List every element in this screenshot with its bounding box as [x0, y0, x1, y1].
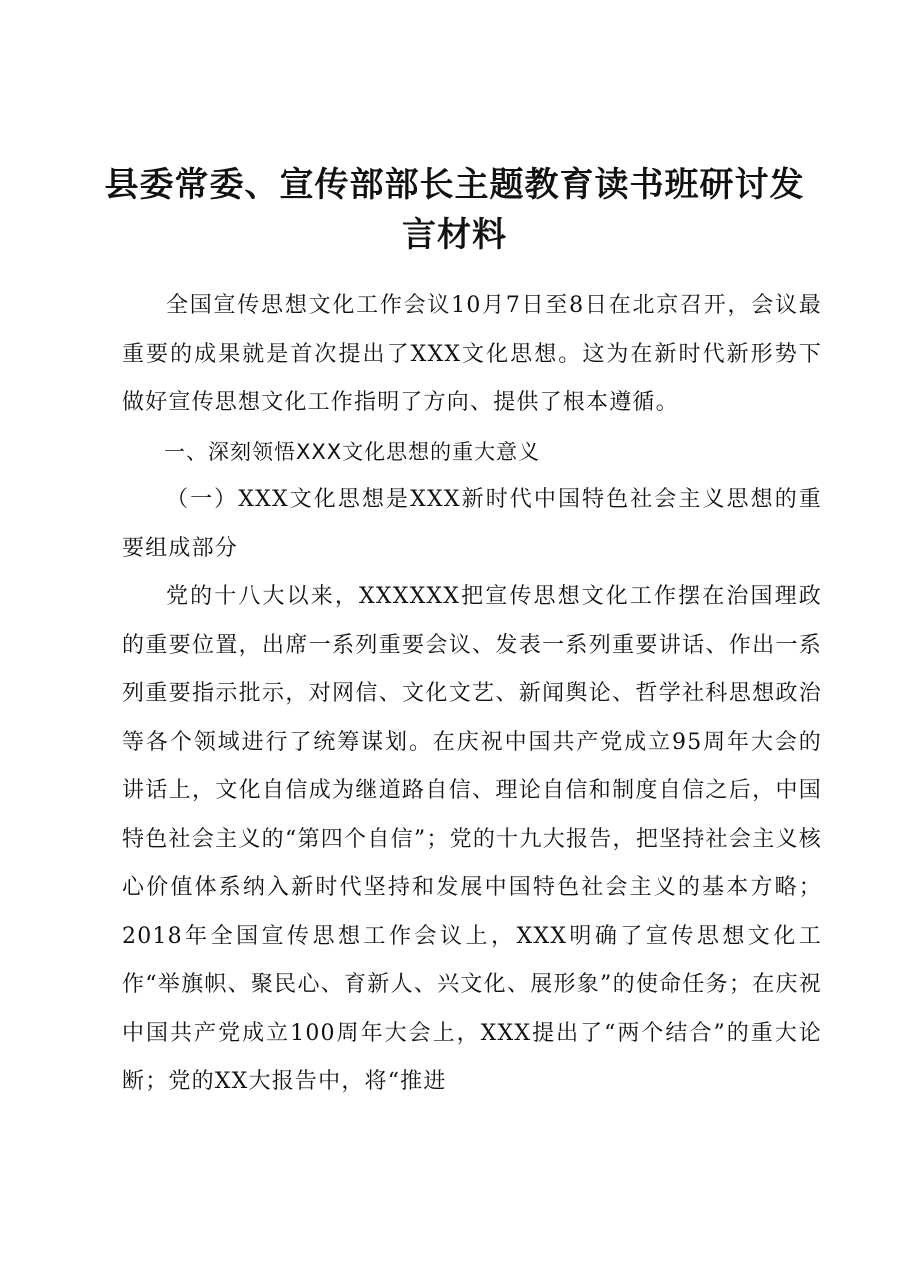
body-paragraph: 党的十八大以来，XXXXXX把宣传思想文化工作摆在治国理政的重要位置，出席一系列重要会议、发表一系列重要讲话、作出一系列重要指示批示，对网信、文化文艺、新闻舆论、哲学社科思想政治等各个领域进行了统筹谋划。在庆祝中国共产党成立95周年大会的讲话上，文化自信成为继道路自信、理论自信和制度自信之后，中国特色社会主义的“第四个自信”；党的十九大报告，把坚持社会主义核心价值体系纳入新时代坚持和发展中国特色社会主义的基本方略；2018年全国宣传思想工作会议上，XXX明确了宣传思想文化工作“举旗帜、聚民心、育新人、兴文化、展形象”的使命任务；在庆祝中国共产党成立100周年大会上，XXX提出了“两个结合”的重大论断；党的XX大报告中，将“推进 [122, 584, 822, 1094]
document-body [122, 282, 822, 1107]
section-heading-1: 一、深刻领悟XXX文化思想的重大意义 [164, 439, 541, 464]
document-title: 县委常委、宣传部部长主题教育读书班研讨发言材料 [104, 165, 805, 255]
subsection-heading-1: （一）XXX文化思想是XXX新时代中国特色社会主义思想的重要组成部分 [122, 487, 822, 561]
intro-paragraph: 全国宣传思想文化工作会议10月7日至8日在北京召开，会议最重要的成果就是首次提出了XXX文化思想。这为在新时代新形势下做好宣传思想文化工作指明了方向、提供了根本遵循。 [122, 293, 822, 415]
